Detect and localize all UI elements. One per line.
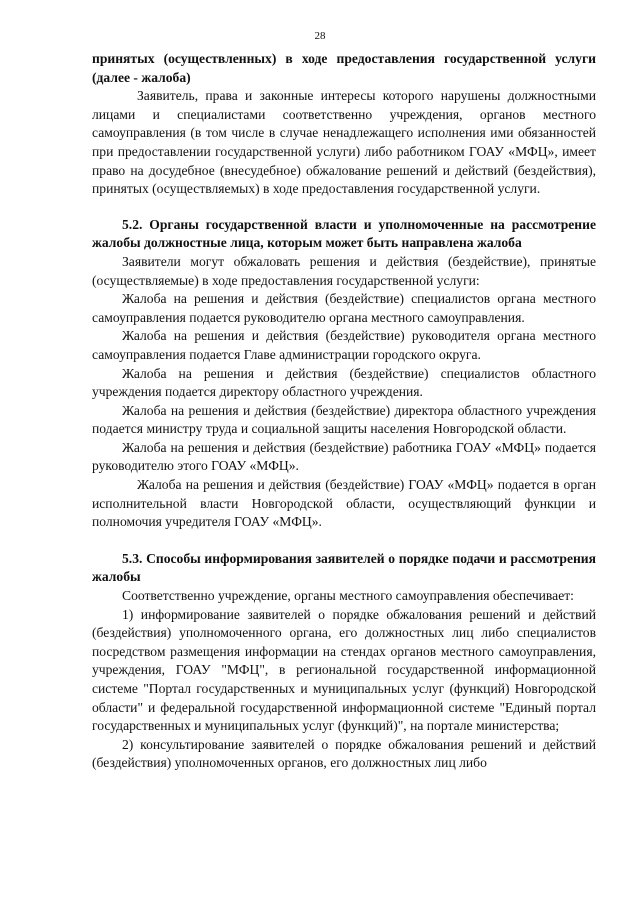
section-heading-5-2: 5.2. Органы государственной власти и уполномоченные на рассмотрение жалобы должностные лица, которым может быть направлена жалоба: [92, 216, 596, 251]
paragraph: Соответственно учреждение, органы местного самоуправления обеспечивает:: [122, 588, 574, 604]
paragraph: Жалоба на решения и действия (бездействие) руководителя органа местного самоуправления подается Главе администрации городского округа.: [92, 328, 596, 362]
page-number: 28: [314, 30, 326, 42]
list-item: 2) консультирование заявителей о порядке обжалования решений и действий (бездействия) уполномоченных органов, его должностных лиц либо: [92, 736, 596, 771]
paragraph: Жалоба на решения и действия (бездействие) специалистов областного учреждения подается директору областного учреждения.: [92, 365, 596, 400]
paragraph: Жалоба на решения и действия (бездействие) специалистов органа местного самоуправления подается руководителю органа местного самоуправления.: [92, 291, 596, 325]
document-body: [92, 50, 596, 773]
paragraph: Жалоба на решения и действия (бездействие) ГОАУ «МФЦ» подается в орган исполнительной власти Новгородской области, осуществляющий функции и полномочия учредителя ГОАУ «МФЦ».: [92, 477, 596, 530]
paragraph: Жалоба на решения и действия (бездействие) работника ГОАУ «МФЦ» подается руководителю этого ГОАУ «МФЦ».: [92, 439, 596, 474]
paragraph: Жалоба на решения и действия (бездействие) директора областного учреждения подается министру труда и социальной защиты населения Новгородской области.: [92, 402, 596, 437]
section-heading-5-3: 5.3. Способы информирования заявителей о порядке подачи и рассмотрения жалобы: [92, 550, 596, 585]
list-item: 1) информирование заявителей о порядке обжалования решений и действий (бездействия) уполномоченного органа, его должностных лиц либо специалистов посредством размещения информации на стендах органов местного самоуправления, учреждения, ГОАУ "МФЦ", в региональной государственной информационной системе "Портал государственных и муниципальных услуг (функций) Новгородской области" и федеральной государственной информационной системе "Единый портал государственных и муниципальных услуг (функций)", на портале министерства;: [92, 606, 596, 734]
paragraph: Заявитель, права и законные интересы которого нарушены должностными лицами и специалистами соответственно учреждения, органов местного самоуправления (в том числе в случае ненадлежащего исполнения ими обязанностей при предоставлении государственной услуги) либо работником ГОАУ «МФЦ», имеет право на досудебное (внесудебное) обжалование решений и действий (бездействия), принятых (осуществляемых) в ходе предоставления государственной услуги.: [92, 88, 596, 197]
paragraph: Заявители могут обжаловать решения и действия (бездействие), принятые (осуществляемые) в ходе предоставления государственной услуги:: [92, 253, 596, 288]
section-heading-continuation: принятых (осуществленных) в ходе предоставления государственной услуги (далее - жалоба): [92, 51, 596, 85]
